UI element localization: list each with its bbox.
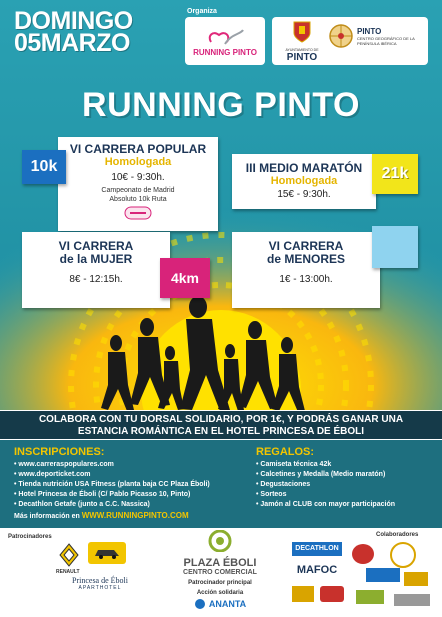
running-pinto-logo-text: RUNNING PINTO xyxy=(193,47,257,57)
sponsor-logos-header xyxy=(272,17,428,65)
hotel-logo xyxy=(60,576,140,591)
inscripcion-item[interactable]: • www.deporticket.com xyxy=(14,470,244,480)
race-name-line2: de MENORES xyxy=(266,252,345,266)
regalos-block xyxy=(256,446,436,510)
event-date xyxy=(14,7,133,57)
colaborador-logo xyxy=(366,568,400,582)
running-pinto-logo xyxy=(185,17,265,65)
inscripciones-title: INSCRIPCIONES: xyxy=(14,446,105,458)
inscripciones-block xyxy=(14,446,244,520)
solidaria-label: Acción solidaria xyxy=(196,590,244,596)
hotel-name: Princesa de Éboli xyxy=(72,576,128,585)
mafoc-logo: MAFOC xyxy=(296,564,338,576)
ananta-logo xyxy=(178,598,262,610)
centro-geografico-logo xyxy=(328,23,424,49)
race-status: Homologada xyxy=(270,175,338,187)
colaborador-logo xyxy=(352,544,374,564)
ananta-icon xyxy=(194,598,206,610)
badge-21k: 21k xyxy=(372,154,418,194)
renault-text: RENAULT xyxy=(56,569,80,575)
organiza-label: Organiza xyxy=(187,8,217,15)
dealer-logo xyxy=(88,542,126,564)
renault-logo xyxy=(56,542,82,568)
info-section xyxy=(0,440,442,528)
federation-seal-icon xyxy=(123,205,153,221)
colaborador-logo xyxy=(404,572,428,586)
regalo-item: • Degustaciones xyxy=(256,480,436,490)
date-day-month: 05MARZO xyxy=(14,29,130,57)
regalo-item: • Calcetines y Medalla (Medio maratón) xyxy=(256,470,436,480)
ayuntamiento-logo xyxy=(280,21,324,63)
decathlon-logo: DECATHLON xyxy=(292,542,342,556)
banner-line-1: COLABORA CON TU DORSAL SOLIDARIO, POR 1€, Y PODRÁS GANAR UNA xyxy=(38,414,404,425)
race-price: 15€ - 9:30h. xyxy=(277,189,331,200)
race-name: VI CARRERA POPULAR xyxy=(69,142,207,156)
centro-sub: CENTRO GEOGRÁFICO DE LA PENÍNSULA IBÉRICA xyxy=(357,35,415,46)
car-icon xyxy=(92,546,122,560)
ayuntamiento-text: PINTO xyxy=(286,52,318,63)
plaza-eboli-logo xyxy=(160,530,280,578)
solidarity-banner xyxy=(0,410,442,440)
renault-diamond-icon xyxy=(58,543,80,567)
hotel-type: APARTHOTEL xyxy=(78,585,122,591)
ananta-text: ANANTA xyxy=(208,599,247,609)
inscripcion-item: • Tienda nutrición USA Fitness (planta baja CC Plaza Éboli) xyxy=(14,480,244,490)
badge-4km: 4km xyxy=(160,258,210,298)
event-title: RUNNING PINTO xyxy=(82,86,360,124)
coat-of-arms-icon xyxy=(293,21,311,43)
sponsors-footer xyxy=(0,528,442,617)
colaborador-logo xyxy=(356,590,384,604)
plaza-sub: CENTRO COMERCIAL xyxy=(183,569,257,576)
badge-10k: 10k xyxy=(22,150,66,184)
inscripcion-item: • Decathlon Getafe (junto a C.C. Nassica) xyxy=(14,500,244,510)
sponsor-logo-small xyxy=(292,586,314,602)
colaborador-logo xyxy=(394,594,430,606)
regalo-item: • Camiseta técnica 42k xyxy=(256,460,436,470)
race-price: 8€ - 12:15h. xyxy=(69,274,123,285)
race-name: III MEDIO MARATÓN xyxy=(245,161,363,175)
inscripcion-item: • Hotel Princesa de Éboli (C/ Pablo Picasso 10, Pinto) xyxy=(14,490,244,500)
race-name-line2: de la MUJER xyxy=(59,252,133,266)
main-sponsor-label: Patrocinador principal xyxy=(188,580,252,586)
colaborador-logo xyxy=(390,542,416,568)
centro-name: PINTO xyxy=(357,26,382,36)
more-info-link[interactable]: WWW.RUNNINGPINTO.COM xyxy=(81,511,189,520)
race-card-kids xyxy=(232,232,380,308)
race-note-1: Campeonato de Madrid xyxy=(101,187,175,194)
plaza-eboli-emblem-icon xyxy=(205,530,235,552)
banner-line-2: ESTANCIA ROMÁNTICA EN EL HOTEL PRINCESA DE ÉBOLI xyxy=(77,426,365,437)
sponsor-logo-small xyxy=(320,586,344,602)
race-name-line1: VI CARRERA xyxy=(268,239,344,253)
regalo-item: • Sorteos xyxy=(256,490,436,500)
race-card-popular xyxy=(58,137,218,231)
ayuntamiento-sub: AYUNTAMIENTO DE xyxy=(285,48,319,52)
badge-kids xyxy=(372,226,418,268)
race-price: 10€ - 9:30h. xyxy=(111,172,165,183)
race-status: Homologada xyxy=(104,156,172,168)
race-card-half xyxy=(232,154,376,209)
colaboradores-label: Colaboradores xyxy=(376,532,419,538)
race-name-line1: VI CARRERA xyxy=(58,239,134,253)
more-info-label: Más información en xyxy=(14,513,80,520)
plaza-name: PLAZA ÉBOLI xyxy=(183,557,257,569)
patrocinadores-label: Patrocinadores xyxy=(8,534,52,540)
runner-heart-icon xyxy=(205,26,245,48)
race-price: 1€ - 13:00h. xyxy=(279,274,333,285)
race-card-women xyxy=(22,232,170,308)
date-weekday: DOMINGO xyxy=(14,7,133,35)
inscripcion-item[interactable]: • www.carreraspopulares.com xyxy=(14,460,244,470)
regalo-item: • Jamón al CLUB con mayor participación xyxy=(256,500,436,510)
regalos-title: REGALOS: xyxy=(256,446,315,458)
globe-icon xyxy=(328,23,354,49)
race-note-2: Absoluto 10k Ruta xyxy=(109,196,167,203)
